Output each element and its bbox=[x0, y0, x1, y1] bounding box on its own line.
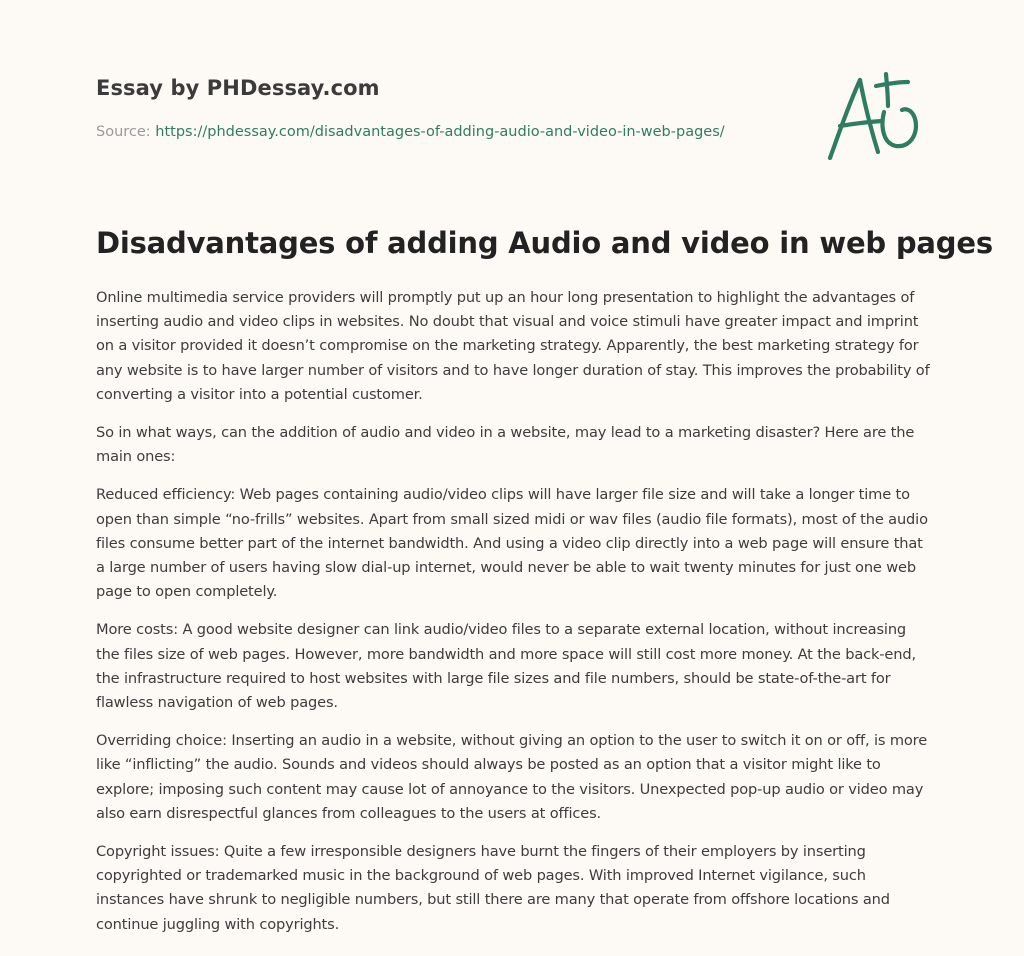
essay-paragraph: Copyright issues: Quite a few irresponsible designers have burnt the fingers of their employers by inserting copyrighted or trademarked music in the background of web pages. With improved Internet vigilance, such instances have shrunk to negligible numbers, but still there are many that operate from offshore locations and continue juggling with copyrights. bbox=[96, 843, 890, 933]
a-plus-grade-logo-icon bbox=[826, 66, 926, 166]
essay-paragraph: So in what ways, can the addition of audio and video in a website, may lead to a marketing disaster? Here are the main ones: bbox=[96, 424, 915, 466]
essay-body bbox=[96, 286, 932, 951]
essay-page bbox=[96, 0, 993, 933]
page-header bbox=[96, 0, 932, 200]
essay-title: Disadvantages of adding Audio and video in web pages bbox=[96, 226, 993, 260]
source-label: Source: bbox=[96, 124, 156, 140]
essay-paragraph: More costs: A good website designer can link audio/video files to a separate external location, without increasing the files size of web pages. However, more bandwidth and more space will still cost more money. At the back-end, the infrastructure required to host websites with large file sizes and file numbers, should be state-of-the-art for flawless navigation of web pages. bbox=[96, 621, 916, 712]
source-link[interactable]: https://phdessay.com/disadvantages-of-adding-audio-and-video-in-web-pages/ bbox=[155, 124, 725, 140]
essay-paragraph: Overriding choice: Inserting an audio in a website, without giving an option to the user to switch it on or off, is more like “inflicting” the audio. Sounds and videos should always be posted as an option that a visitor might like to explore; imposing such content may cause lot of annoyance to the visitors. Unexpected pop-up audio or video may also earn disrespectful glances from colleagues to the users at offices. bbox=[96, 732, 928, 822]
site-title: Essay by PHDessay.com bbox=[96, 76, 380, 100]
source-line bbox=[96, 124, 725, 140]
essay-paragraph: Online multimedia service providers will promptly put up an hour long presentation to highlight the advantages of inserting audio and video clips in websites. No doubt that visual and voice stimuli have greater impact and imprint on a visitor provided it doesn’t compromise on the marketing strategy. Apparently, the best marketing strategy for any website is to have larger number of visitors and to have longer duration of stay. This improves the probability of converting a visitor into a potential customer. bbox=[96, 289, 930, 403]
essay-paragraph: Reduced efficiency: Web pages containing audio/video clips will have larger file size and will take a longer time to open than simple “no-frills” websites. Apart from small sized midi or wav files (audio file formats), most of the audio files consume better part of the internet bandwidth. And using a video clip directly into a web page will ensure that a large number of users having slow dial-up internet, would never be able to wait twenty minutes for just one web page to open completely. bbox=[96, 486, 928, 601]
